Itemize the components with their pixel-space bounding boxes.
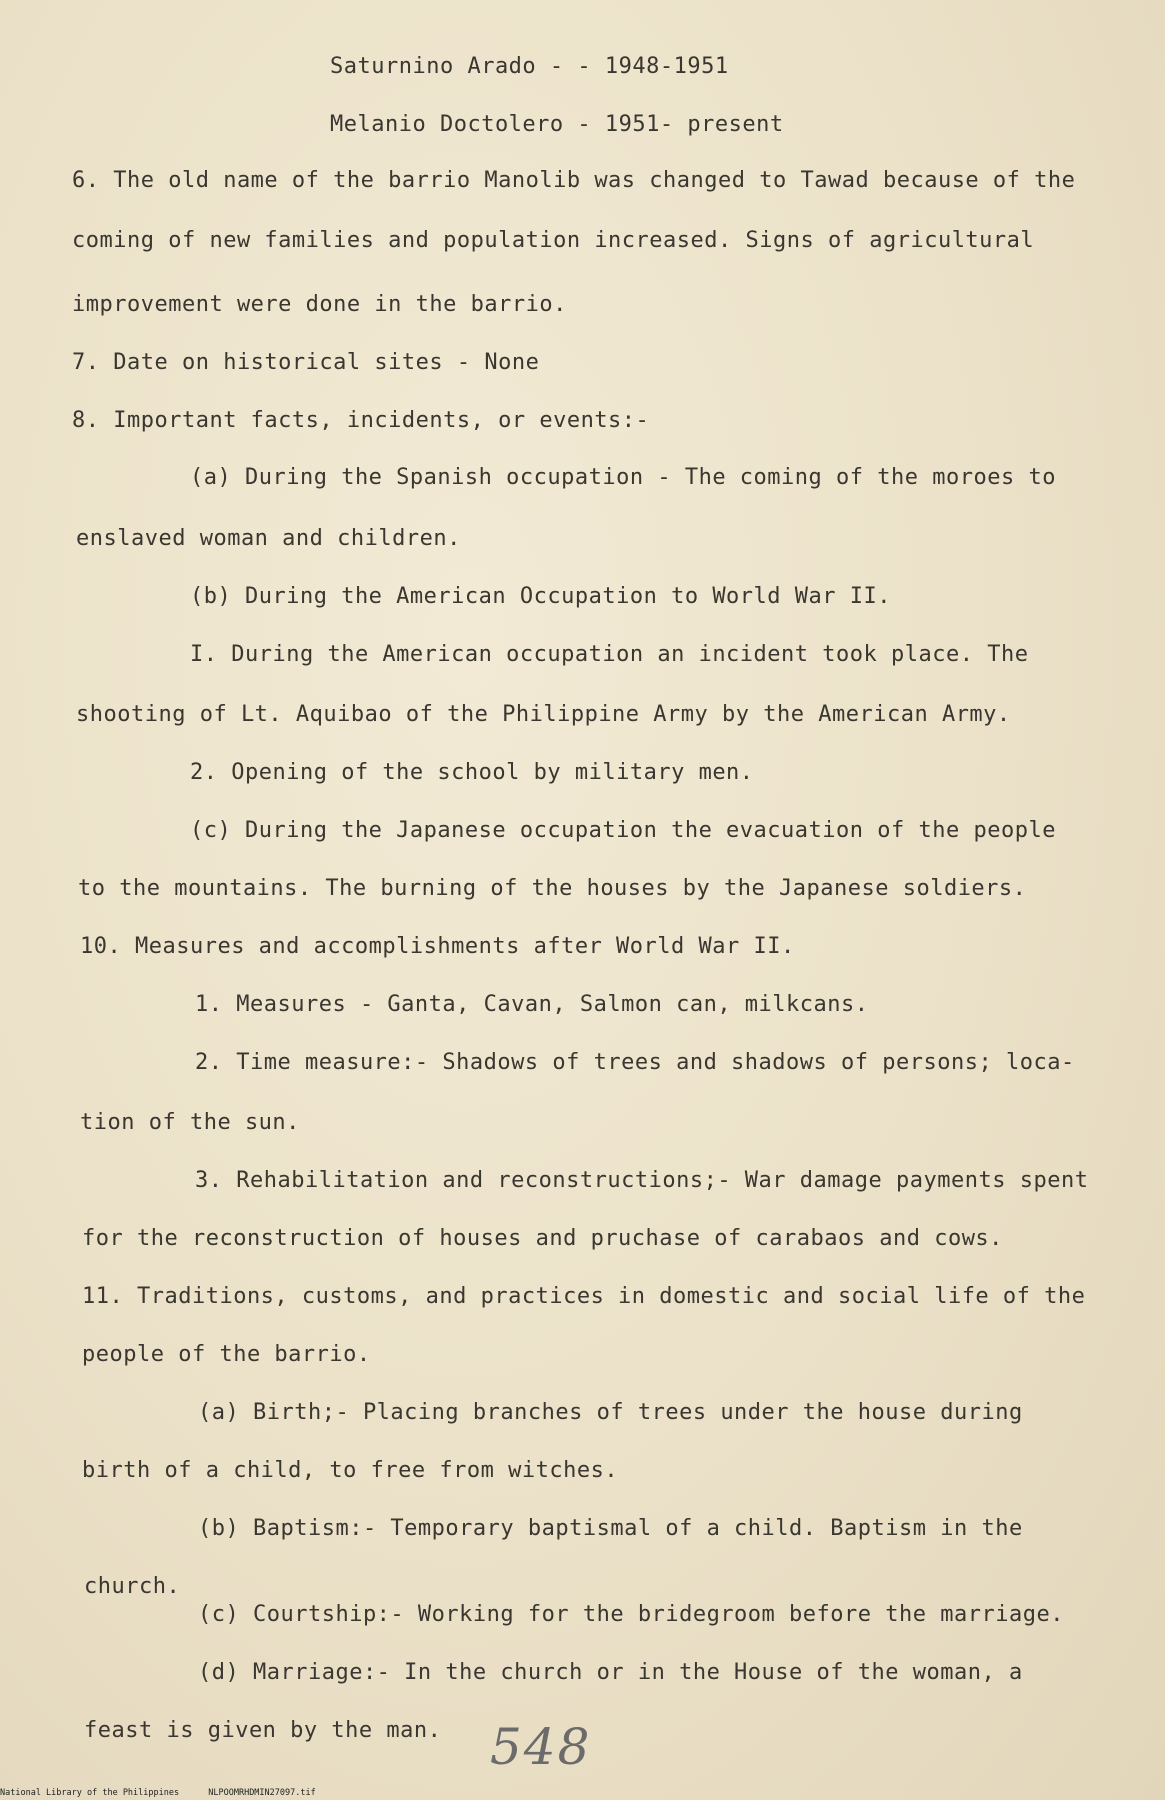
body-line: for the reconstruction of houses and pruchase of carabaos and cows. xyxy=(82,1226,1003,1251)
body-line: church. xyxy=(84,1574,181,1599)
footer-library-name: National Library of the Philippines xyxy=(0,1788,180,1798)
body-line: people of the barrio. xyxy=(82,1342,371,1367)
body-line: birth of a child, to free from witches. xyxy=(82,1458,619,1483)
body-line: coming of new families and population increased. Signs of agricultural xyxy=(72,228,1035,253)
header-line-2: Melanio Doctolero - 1951- present xyxy=(330,112,784,137)
body-line: 1. Measures - Ganta, Cavan, Salmon can, milkcans. xyxy=(195,992,869,1017)
body-line: (a) Birth;- Placing branches of trees under the house during xyxy=(198,1400,1023,1425)
body-line: I. During the American occupation an incident took place. The xyxy=(190,642,1029,667)
body-line: (a) During the Spanish occupation - The coming of the moroes to xyxy=(190,465,1056,490)
body-line: (b) During the American Occupation to World War II. xyxy=(190,584,892,609)
body-line: 11. Traditions, customs, and practices in domestic and social life of the xyxy=(82,1284,1086,1309)
body-line: 8. Important facts, incidents, or events:- xyxy=(72,408,650,433)
handwritten-page-number: 548 xyxy=(490,1718,592,1776)
body-line: enslaved woman and children. xyxy=(76,526,461,551)
body-line: shooting of Lt. Aquibao of the Philippine Army by the American Army. xyxy=(76,702,1011,727)
body-line: tion of the sun. xyxy=(80,1110,300,1135)
body-line: (d) Marriage:- In the church or in the House of the woman, a xyxy=(198,1660,1023,1685)
body-line: 6. The old name of the barrio Manolib was changed to Tawad because of the xyxy=(72,168,1076,193)
body-line: 3. Rehabilitation and reconstructions;- War damage payments spent xyxy=(195,1168,1089,1193)
footer-file-id: NLPOOMRHDMIN27097.tif xyxy=(208,1788,316,1798)
body-line: 10. Measures and accomplishments after World War II. xyxy=(80,934,795,959)
body-line: (c) During the Japanese occupation the evacuation of the people xyxy=(190,818,1056,843)
header-line-1: Saturnino Arado - - 1948-1951 xyxy=(330,54,729,79)
body-line: 2. Opening of the school by military men. xyxy=(190,760,754,785)
body-line: 2. Time measure:- Shadows of trees and shadows of persons; loca- xyxy=(195,1050,1075,1075)
scan-footer xyxy=(0,1788,340,1798)
body-line: to the mountains. The burning of the houses by the Japanese soldiers. xyxy=(78,876,1027,901)
body-line: feast is given by the man. xyxy=(84,1718,442,1743)
body-line: (b) Baptism:- Temporary baptismal of a child. Baptism in the xyxy=(198,1516,1023,1541)
body-line: 7. Date on historical sites - None xyxy=(72,350,540,375)
body-line: improvement were done in the barrio. xyxy=(72,292,567,317)
body-line: (c) Courtship:- Working for the bridegroom before the marriage. xyxy=(198,1602,1064,1627)
